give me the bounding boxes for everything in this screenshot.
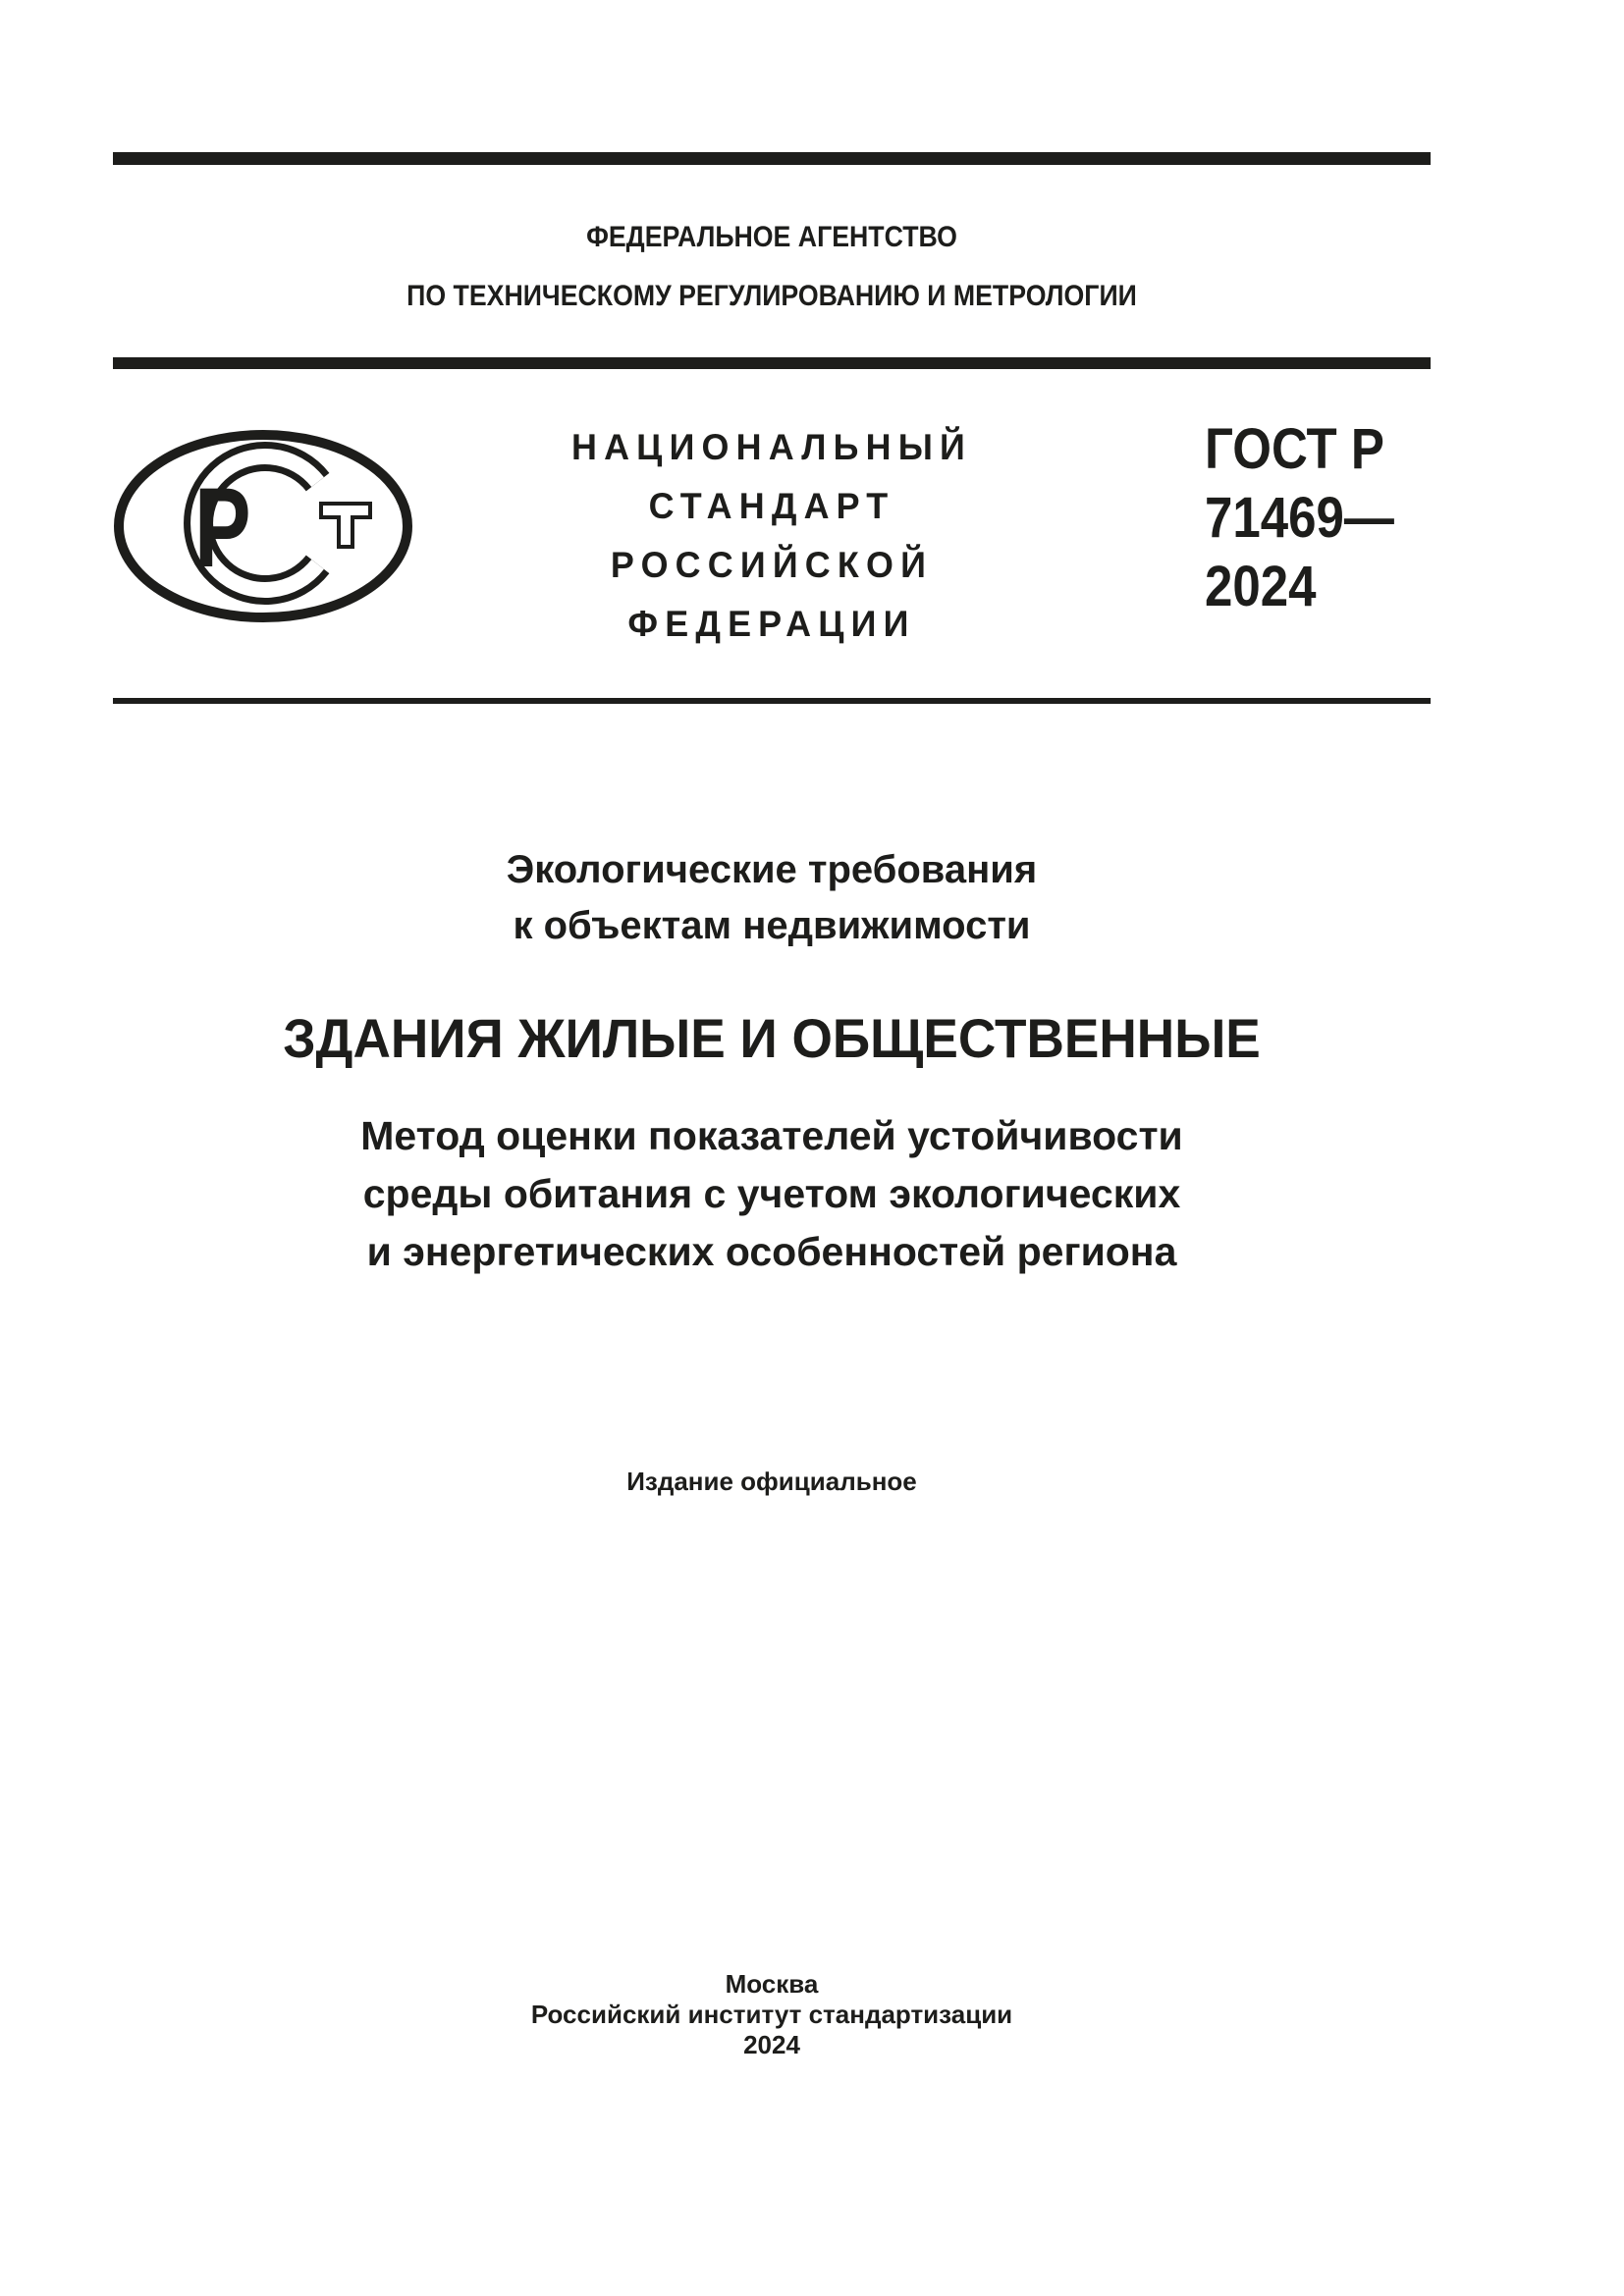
agency-name-line1: ФЕДЕРАЛЬНОЕ АГЕНТСТВО bbox=[586, 221, 957, 253]
subtitle-line: и энергетических особенностей региона bbox=[366, 1229, 1177, 1274]
designation-year: 2024 bbox=[1205, 555, 1317, 618]
imprint-year: 2024 bbox=[743, 2030, 800, 2059]
designation-number: 71469— bbox=[1205, 486, 1394, 550]
section-divider-rule bbox=[113, 698, 1431, 704]
subtitle-line: Метод оценки показателей устойчивости bbox=[360, 1113, 1183, 1158]
standard-group-title bbox=[113, 842, 1431, 954]
imprint-block bbox=[113, 1969, 1431, 2060]
imprint-publisher: Российский институт стандартизации bbox=[530, 2000, 1013, 2029]
subtitle bbox=[113, 1107, 1431, 1281]
standard-designation bbox=[1205, 415, 1394, 621]
standard-type-line: НАЦИОНАЛЬНЫЙ bbox=[570, 427, 973, 467]
group-title-line: к объектам недвижимости bbox=[513, 904, 1031, 947]
standard-type-line: РОССИЙСКОЙ bbox=[610, 545, 934, 585]
header-bottom-rule bbox=[113, 357, 1431, 369]
logo-letter-r: Р bbox=[194, 463, 251, 591]
standard-type-line: СТАНДАРТ bbox=[648, 486, 895, 526]
main-title: ЗДАНИЯ ЖИЛЫЕ И ОБЩЕСТВЕННЫЕ bbox=[283, 1007, 1261, 1069]
subtitle-line: среды обитания с учетом экологических bbox=[362, 1171, 1181, 1216]
top-rule bbox=[113, 152, 1431, 165]
agency-name-line2: ПО ТЕХНИЧЕСКОМУ РЕГУЛИРОВАНИЮ И МЕТРОЛОГИИ bbox=[406, 280, 1137, 312]
designation-prefix: ГОСТ Р bbox=[1205, 417, 1384, 481]
standard-type-line: ФЕДЕРАЦИИ bbox=[627, 604, 916, 644]
official-edition-note: Издание официальное bbox=[626, 1467, 917, 1496]
imprint-city: Москва bbox=[725, 1969, 819, 1999]
group-title-line: Экологические требования bbox=[506, 848, 1038, 891]
